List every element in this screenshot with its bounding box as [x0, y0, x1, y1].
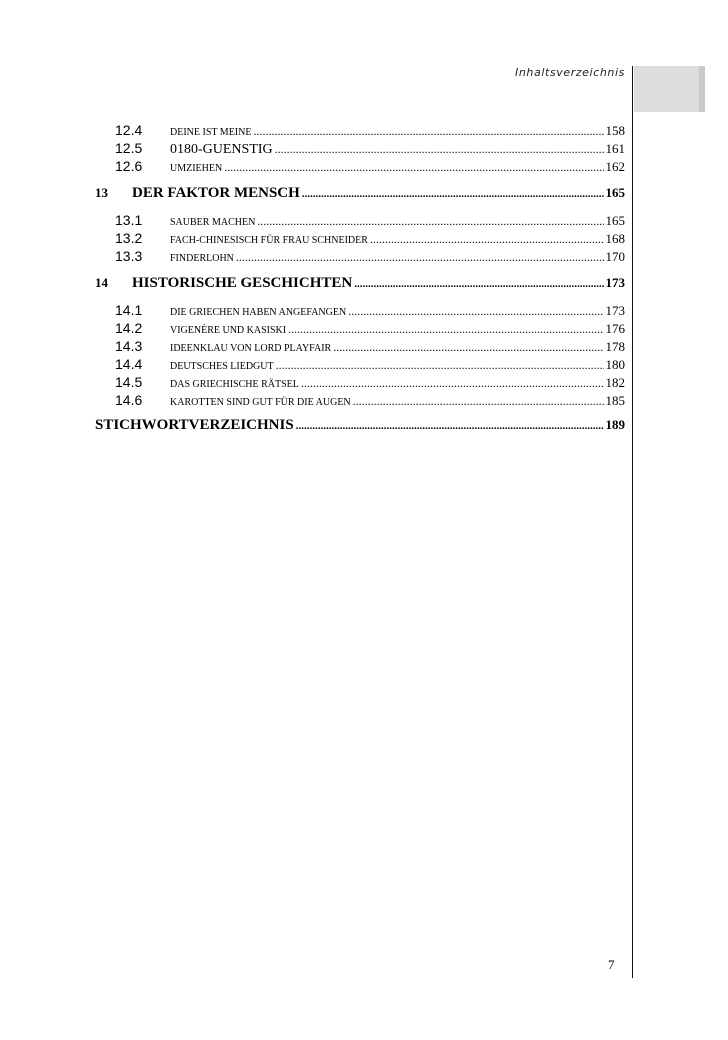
entry-number: 14.4 — [115, 356, 143, 372]
dot-leader — [276, 356, 604, 374]
toc-index-entry — [95, 413, 625, 437]
toc-entry — [95, 355, 625, 373]
entry-page: 176 — [605, 321, 625, 336]
toc-entry — [95, 337, 625, 355]
toc-entry — [95, 247, 625, 265]
toc-entry — [95, 319, 625, 337]
dot-leader — [288, 320, 603, 338]
dot-leader — [224, 158, 603, 176]
index-page: 189 — [605, 417, 625, 432]
entry-title: DAS GRIECHISCHE RÄTSEL — [170, 379, 299, 390]
dot-leader — [354, 272, 603, 296]
index-title: STICHWORTVERZEICHNIS — [95, 417, 294, 433]
chapter-number: 13 — [95, 185, 108, 200]
entry-number: 14.3 — [115, 338, 143, 354]
toc-entry — [95, 121, 625, 139]
page-number: 7 — [608, 957, 615, 972]
entry-number: 14.2 — [115, 320, 143, 336]
toc-entry — [95, 229, 625, 247]
entry-number: 13.2 — [115, 230, 143, 246]
running-header: Inhaltsverzeichnis — [514, 66, 625, 79]
dot-leader — [253, 122, 603, 140]
dot-leader — [296, 414, 604, 438]
entry-title: DEINE IST MEINE — [170, 127, 252, 138]
entry-title: DEUTSCHES LIEDGUT — [170, 361, 274, 372]
dot-leader — [236, 248, 604, 266]
entry-number: 14.6 — [115, 392, 143, 408]
toc-entry — [95, 391, 625, 409]
entry-title: UMZIEHEN — [170, 163, 223, 174]
margin-rule — [632, 66, 633, 978]
entry-number: 12.4 — [115, 122, 143, 138]
entry-page: 170 — [605, 249, 625, 264]
entry-title: FACH-CHINESISCH FÜR FRAU SCHNEIDER — [170, 235, 368, 246]
dot-leader — [333, 338, 603, 356]
entry-title: 0180-GUENSTIG — [170, 142, 273, 157]
toc-entry — [95, 211, 625, 229]
thumb-tab-edge — [699, 66, 705, 112]
entry-page: 161 — [605, 141, 625, 156]
thumb-tab — [634, 66, 700, 112]
toc-entry — [95, 139, 625, 157]
dot-leader — [353, 392, 604, 410]
entry-page: 178 — [605, 339, 625, 354]
chapter-title: DER FAKTOR MENSCH — [132, 185, 300, 201]
chapter-page: 173 — [605, 275, 625, 290]
entry-number: 12.6 — [115, 158, 143, 174]
entry-number: 14.5 — [115, 374, 143, 390]
entry-title: VIGENÈRE UND KASISKI — [170, 325, 287, 336]
entry-number: 12.5 — [115, 140, 143, 156]
entry-page: 165 — [605, 213, 625, 228]
dot-leader — [275, 140, 604, 158]
entry-title: IDEENKLAU VON LORD PLAYFAIR — [170, 343, 332, 354]
toc-entry — [95, 301, 625, 319]
entry-page: 158 — [605, 123, 625, 138]
dot-leader — [370, 230, 604, 248]
dot-leader — [348, 302, 603, 320]
entry-title: SAUBER MACHEN — [170, 217, 256, 228]
entry-page: 180 — [605, 357, 625, 372]
entry-title: FINDERLOHN — [170, 253, 234, 264]
entry-title: KAROTTEN SIND GUT FÜR DIE AUGEN — [170, 397, 351, 408]
dot-leader — [302, 182, 604, 206]
entry-number: 13.3 — [115, 248, 143, 264]
toc-chapter — [95, 271, 625, 295]
chapter-page: 165 — [605, 185, 625, 200]
entry-page: 162 — [605, 159, 625, 174]
table-of-contents — [95, 121, 625, 437]
entry-title: DIE GRIECHEN HABEN ANGEFANGEN — [170, 307, 347, 318]
chapter-number: 14 — [95, 275, 108, 290]
entry-page: 182 — [605, 375, 625, 390]
toc-entry — [95, 373, 625, 391]
chapter-title: HISTORISCHE GESCHICHTEN — [132, 275, 353, 291]
entry-number: 14.1 — [115, 302, 143, 318]
entry-number: 13.1 — [115, 212, 143, 228]
dot-leader — [301, 374, 604, 392]
entry-page: 173 — [605, 303, 625, 318]
toc-entry — [95, 157, 625, 175]
entry-page: 168 — [605, 231, 625, 246]
dot-leader — [257, 212, 603, 230]
entry-page: 185 — [605, 393, 625, 408]
toc-chapter — [95, 181, 625, 205]
